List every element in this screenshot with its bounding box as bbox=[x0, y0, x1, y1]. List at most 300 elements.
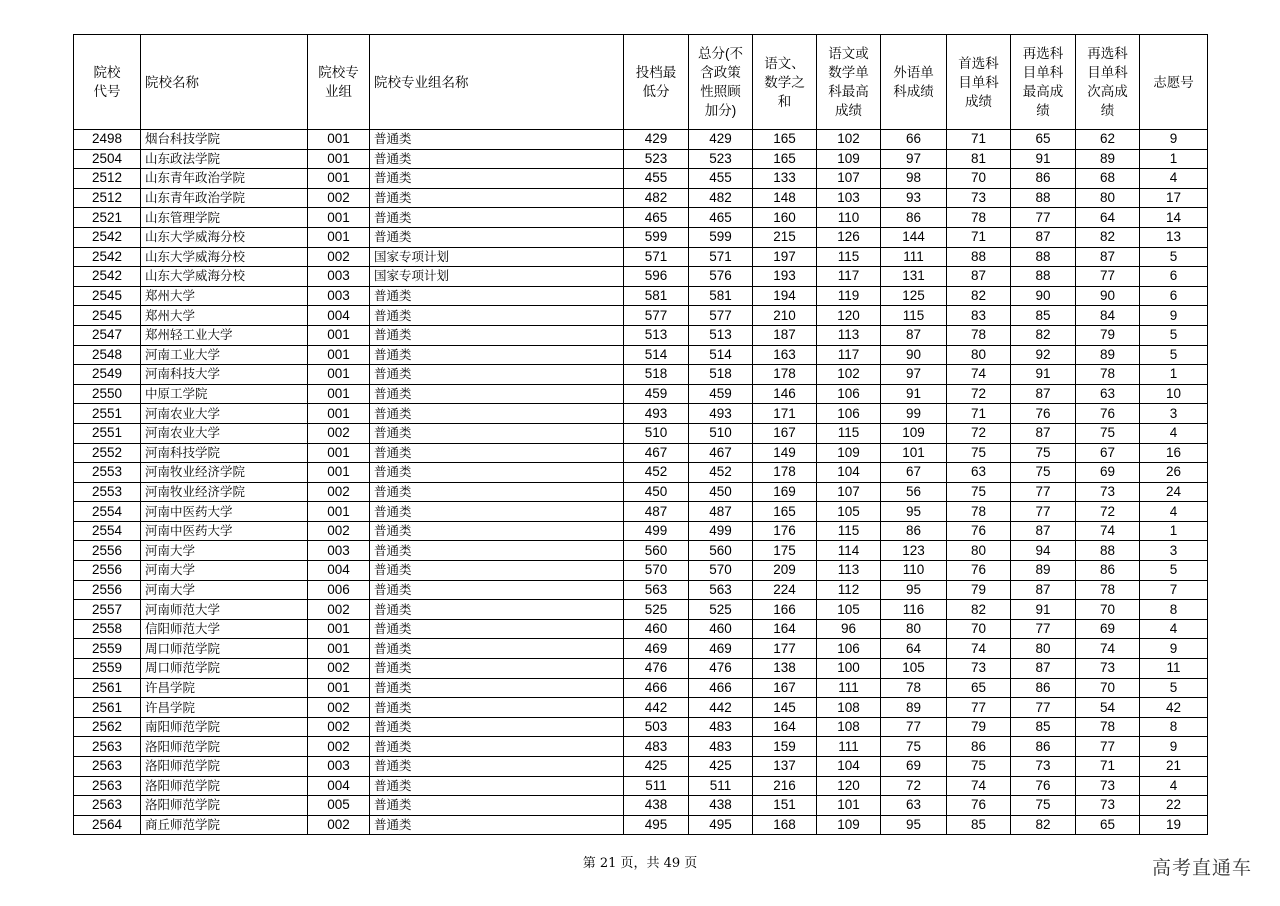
cell-elective-second: 80 bbox=[1076, 188, 1140, 208]
cell-foreign-language: 110 bbox=[881, 561, 947, 581]
cell-school-name: 河南科技学院 bbox=[141, 443, 308, 463]
cell-elective-max: 75 bbox=[1011, 443, 1076, 463]
cell-elective-max: 86 bbox=[1011, 169, 1076, 189]
cell-preference-number: 8 bbox=[1140, 600, 1208, 620]
cell-chinese-math-sum: 146 bbox=[753, 384, 817, 404]
cell-total-score: 495 bbox=[689, 815, 753, 835]
cell-elective-second: 74 bbox=[1076, 639, 1140, 659]
cell-preference-number: 5 bbox=[1140, 345, 1208, 365]
cell-chinese-math-sum: 165 bbox=[753, 502, 817, 522]
cell-first-subject: 88 bbox=[947, 247, 1011, 267]
cell-foreign-language: 99 bbox=[881, 404, 947, 424]
cell-school-code: 2562 bbox=[74, 717, 141, 737]
cell-foreign-language: 125 bbox=[881, 286, 947, 306]
cell-elective-second: 64 bbox=[1076, 208, 1140, 228]
cell-total-score: 482 bbox=[689, 188, 753, 208]
cell-chinese-math-max: 102 bbox=[817, 365, 881, 385]
cell-chinese-math-sum: 148 bbox=[753, 188, 817, 208]
cell-foreign-language: 56 bbox=[881, 482, 947, 502]
cell-preference-number: 9 bbox=[1140, 737, 1208, 757]
cell-school-name: 中原工学院 bbox=[141, 384, 308, 404]
cell-school-name: 周口师范学院 bbox=[141, 639, 308, 659]
cell-first-subject: 72 bbox=[947, 423, 1011, 443]
cell-foreign-language: 66 bbox=[881, 130, 947, 150]
cell-group-code: 004 bbox=[308, 306, 370, 326]
cell-foreign-language: 86 bbox=[881, 521, 947, 541]
cell-group-name: 普通类 bbox=[370, 384, 624, 404]
cell-total-score: 465 bbox=[689, 208, 753, 228]
table-row bbox=[74, 130, 1208, 150]
cell-elective-second: 73 bbox=[1076, 659, 1140, 679]
cell-elective-max: 77 bbox=[1011, 619, 1076, 639]
cell-school-code: 2498 bbox=[74, 130, 141, 150]
cell-elective-max: 91 bbox=[1011, 600, 1076, 620]
cell-group-name: 国家专项计划 bbox=[370, 247, 624, 267]
cell-group-name: 普通类 bbox=[370, 600, 624, 620]
cell-school-name: 河南工业大学 bbox=[141, 345, 308, 365]
cell-elective-max: 88 bbox=[1011, 247, 1076, 267]
cell-group-code: 001 bbox=[308, 365, 370, 385]
cell-min-score: 459 bbox=[624, 384, 689, 404]
cell-chinese-math-max: 105 bbox=[817, 600, 881, 620]
cell-group-name: 普通类 bbox=[370, 463, 624, 483]
cell-group-code: 002 bbox=[308, 423, 370, 443]
cell-group-name: 普通类 bbox=[370, 130, 624, 150]
cell-min-score: 499 bbox=[624, 521, 689, 541]
cell-school-name: 河南农业大学 bbox=[141, 423, 308, 443]
table-row bbox=[74, 247, 1208, 267]
cell-elective-second: 70 bbox=[1076, 600, 1140, 620]
cell-first-subject: 76 bbox=[947, 521, 1011, 541]
cell-foreign-language: 91 bbox=[881, 384, 947, 404]
cell-preference-number: 9 bbox=[1140, 306, 1208, 326]
cell-group-name: 普通类 bbox=[370, 561, 624, 581]
header-school-name: 院校名称 bbox=[141, 35, 308, 130]
cell-school-name: 洛阳师范学院 bbox=[141, 796, 308, 816]
cell-school-code: 2504 bbox=[74, 149, 141, 169]
cell-school-name: 河南大学 bbox=[141, 541, 308, 561]
cell-total-score: 455 bbox=[689, 169, 753, 189]
cell-school-code: 2552 bbox=[74, 443, 141, 463]
cell-elective-second: 69 bbox=[1076, 619, 1140, 639]
cell-chinese-math-max: 120 bbox=[817, 776, 881, 796]
cell-school-name: 郑州大学 bbox=[141, 306, 308, 326]
cell-min-score: 467 bbox=[624, 443, 689, 463]
cell-first-subject: 75 bbox=[947, 443, 1011, 463]
cell-elective-max: 89 bbox=[1011, 561, 1076, 581]
cell-elective-second: 65 bbox=[1076, 815, 1140, 835]
cell-preference-number: 5 bbox=[1140, 678, 1208, 698]
cell-elective-second: 72 bbox=[1076, 502, 1140, 522]
cell-total-score: 425 bbox=[689, 757, 753, 777]
cell-preference-number: 16 bbox=[1140, 443, 1208, 463]
header-elective-max: 再选科 目单科 最高成 绩 bbox=[1011, 35, 1076, 130]
cell-school-code: 2545 bbox=[74, 306, 141, 326]
cell-min-score: 450 bbox=[624, 482, 689, 502]
cell-group-name: 普通类 bbox=[370, 423, 624, 443]
cell-group-name: 普通类 bbox=[370, 639, 624, 659]
cell-group-name: 普通类 bbox=[370, 345, 624, 365]
cell-school-name: 山东政法学院 bbox=[141, 149, 308, 169]
cell-preference-number: 6 bbox=[1140, 286, 1208, 306]
cell-chinese-math-max: 117 bbox=[817, 267, 881, 287]
cell-chinese-math-max: 107 bbox=[817, 169, 881, 189]
cell-preference-number: 17 bbox=[1140, 188, 1208, 208]
cell-elective-max: 88 bbox=[1011, 267, 1076, 287]
cell-school-code: 2548 bbox=[74, 345, 141, 365]
cell-chinese-math-sum: 149 bbox=[753, 443, 817, 463]
cell-min-score: 518 bbox=[624, 365, 689, 385]
cell-group-name: 普通类 bbox=[370, 365, 624, 385]
cell-min-score: 513 bbox=[624, 325, 689, 345]
cell-first-subject: 77 bbox=[947, 698, 1011, 718]
cell-school-code: 2557 bbox=[74, 600, 141, 620]
watermark-text: 高考直通车 bbox=[1151, 858, 1252, 879]
cell-chinese-math-sum: 176 bbox=[753, 521, 817, 541]
cell-chinese-math-max: 115 bbox=[817, 521, 881, 541]
cell-elective-second: 78 bbox=[1076, 580, 1140, 600]
cell-total-score: 467 bbox=[689, 443, 753, 463]
cell-chinese-math-max: 109 bbox=[817, 815, 881, 835]
cell-total-score: 518 bbox=[689, 365, 753, 385]
cell-preference-number: 7 bbox=[1140, 580, 1208, 600]
cell-first-subject: 78 bbox=[947, 502, 1011, 522]
cell-chinese-math-max: 110 bbox=[817, 208, 881, 228]
cell-chinese-math-max: 115 bbox=[817, 247, 881, 267]
cell-min-score: 442 bbox=[624, 698, 689, 718]
cell-foreign-language: 95 bbox=[881, 502, 947, 522]
cell-foreign-language: 115 bbox=[881, 306, 947, 326]
cell-elective-max: 92 bbox=[1011, 345, 1076, 365]
cell-first-subject: 81 bbox=[947, 149, 1011, 169]
cell-elective-max: 87 bbox=[1011, 227, 1076, 247]
cell-chinese-math-max: 104 bbox=[817, 757, 881, 777]
cell-min-score: 425 bbox=[624, 757, 689, 777]
cell-total-score: 563 bbox=[689, 580, 753, 600]
cell-foreign-language: 95 bbox=[881, 580, 947, 600]
cell-chinese-math-max: 112 bbox=[817, 580, 881, 600]
cell-group-name: 普通类 bbox=[370, 737, 624, 757]
cell-group-name: 普通类 bbox=[370, 404, 624, 424]
cell-preference-number: 4 bbox=[1140, 776, 1208, 796]
cell-total-score: 499 bbox=[689, 521, 753, 541]
cell-min-score: 466 bbox=[624, 678, 689, 698]
cell-chinese-math-max: 117 bbox=[817, 345, 881, 365]
cell-min-score: 563 bbox=[624, 580, 689, 600]
cell-group-code: 002 bbox=[308, 482, 370, 502]
cell-school-code: 2559 bbox=[74, 639, 141, 659]
cell-school-name: 山东青年政治学院 bbox=[141, 188, 308, 208]
cell-group-name: 普通类 bbox=[370, 619, 624, 639]
header-chinese-math-max: 语文或 数学单 科最高 成绩 bbox=[817, 35, 881, 130]
cell-total-score: 523 bbox=[689, 149, 753, 169]
cell-chinese-math-sum: 171 bbox=[753, 404, 817, 424]
cell-foreign-language: 111 bbox=[881, 247, 947, 267]
cell-school-code: 2512 bbox=[74, 188, 141, 208]
cell-total-score: 466 bbox=[689, 678, 753, 698]
cell-min-score: 465 bbox=[624, 208, 689, 228]
cell-first-subject: 78 bbox=[947, 325, 1011, 345]
table-row bbox=[74, 365, 1208, 385]
cell-chinese-math-max: 115 bbox=[817, 423, 881, 443]
cell-total-score: 450 bbox=[689, 482, 753, 502]
cell-preference-number: 1 bbox=[1140, 521, 1208, 541]
cell-group-code: 002 bbox=[308, 521, 370, 541]
cell-chinese-math-sum: 187 bbox=[753, 325, 817, 345]
cell-chinese-math-sum: 160 bbox=[753, 208, 817, 228]
cell-school-code: 2554 bbox=[74, 502, 141, 522]
cell-first-subject: 79 bbox=[947, 580, 1011, 600]
cell-school-code: 2549 bbox=[74, 365, 141, 385]
cell-group-name: 普通类 bbox=[370, 149, 624, 169]
cell-total-score: 452 bbox=[689, 463, 753, 483]
cell-foreign-language: 72 bbox=[881, 776, 947, 796]
cell-group-code: 001 bbox=[308, 325, 370, 345]
cell-total-score: 483 bbox=[689, 717, 753, 737]
cell-chinese-math-sum: 164 bbox=[753, 619, 817, 639]
cell-school-name: 河南科技大学 bbox=[141, 365, 308, 385]
cell-chinese-math-sum: 169 bbox=[753, 482, 817, 502]
cell-elective-second: 67 bbox=[1076, 443, 1140, 463]
table-row bbox=[74, 737, 1208, 757]
table-row bbox=[74, 404, 1208, 424]
cell-elective-max: 75 bbox=[1011, 796, 1076, 816]
cell-group-code: 004 bbox=[308, 776, 370, 796]
cell-group-name: 普通类 bbox=[370, 227, 624, 247]
cell-school-code: 2563 bbox=[74, 776, 141, 796]
cell-group-code: 002 bbox=[308, 717, 370, 737]
cell-min-score: 523 bbox=[624, 149, 689, 169]
cell-min-score: 469 bbox=[624, 639, 689, 659]
cell-min-score: 438 bbox=[624, 796, 689, 816]
cell-school-name: 山东青年政治学院 bbox=[141, 169, 308, 189]
cell-chinese-math-max: 113 bbox=[817, 325, 881, 345]
cell-group-name: 普通类 bbox=[370, 306, 624, 326]
cell-group-code: 002 bbox=[308, 247, 370, 267]
cell-group-name: 普通类 bbox=[370, 325, 624, 345]
cell-elective-second: 69 bbox=[1076, 463, 1140, 483]
cell-group-code: 002 bbox=[308, 698, 370, 718]
cell-preference-number: 4 bbox=[1140, 423, 1208, 443]
cell-chinese-math-sum: 209 bbox=[753, 561, 817, 581]
table-row bbox=[74, 698, 1208, 718]
cell-chinese-math-sum: 145 bbox=[753, 698, 817, 718]
cell-total-score: 487 bbox=[689, 502, 753, 522]
cell-school-name: 河南大学 bbox=[141, 580, 308, 600]
cell-school-name: 山东管理学院 bbox=[141, 208, 308, 228]
cell-chinese-math-max: 126 bbox=[817, 227, 881, 247]
cell-preference-number: 5 bbox=[1140, 561, 1208, 581]
cell-chinese-math-sum: 137 bbox=[753, 757, 817, 777]
page-number: 第 21 页，共 49 页 bbox=[582, 856, 698, 871]
table-row bbox=[74, 619, 1208, 639]
cell-group-code: 001 bbox=[308, 208, 370, 228]
cell-first-subject: 73 bbox=[947, 659, 1011, 679]
cell-school-name: 山东大学威海分校 bbox=[141, 247, 308, 267]
cell-preference-number: 4 bbox=[1140, 502, 1208, 522]
table-row bbox=[74, 384, 1208, 404]
cell-school-code: 2547 bbox=[74, 325, 141, 345]
cell-total-score: 525 bbox=[689, 600, 753, 620]
cell-foreign-language: 80 bbox=[881, 619, 947, 639]
cell-preference-number: 21 bbox=[1140, 757, 1208, 777]
table-row bbox=[74, 267, 1208, 287]
cell-min-score: 452 bbox=[624, 463, 689, 483]
cell-school-code: 2561 bbox=[74, 698, 141, 718]
cell-school-name: 洛阳师范学院 bbox=[141, 737, 308, 757]
cell-chinese-math-sum: 210 bbox=[753, 306, 817, 326]
table-row bbox=[74, 423, 1208, 443]
cell-elective-second: 73 bbox=[1076, 796, 1140, 816]
cell-school-name: 商丘师范学院 bbox=[141, 815, 308, 835]
cell-preference-number: 42 bbox=[1140, 698, 1208, 718]
cell-school-name: 许昌学院 bbox=[141, 698, 308, 718]
cell-chinese-math-sum: 194 bbox=[753, 286, 817, 306]
cell-min-score: 596 bbox=[624, 267, 689, 287]
cell-total-score: 476 bbox=[689, 659, 753, 679]
cell-chinese-math-sum: 168 bbox=[753, 815, 817, 835]
cell-school-name: 河南师范大学 bbox=[141, 600, 308, 620]
cell-school-name: 许昌学院 bbox=[141, 678, 308, 698]
cell-elective-max: 76 bbox=[1011, 776, 1076, 796]
cell-chinese-math-max: 108 bbox=[817, 698, 881, 718]
table-row bbox=[74, 521, 1208, 541]
cell-school-code: 2556 bbox=[74, 541, 141, 561]
cell-total-score: 459 bbox=[689, 384, 753, 404]
cell-preference-number: 3 bbox=[1140, 404, 1208, 424]
cell-preference-number: 10 bbox=[1140, 384, 1208, 404]
cell-first-subject: 80 bbox=[947, 541, 1011, 561]
cell-school-name: 信阳师范大学 bbox=[141, 619, 308, 639]
cell-preference-number: 1 bbox=[1140, 149, 1208, 169]
cell-chinese-math-sum: 151 bbox=[753, 796, 817, 816]
cell-group-code: 003 bbox=[308, 757, 370, 777]
cell-school-name: 山东大学威海分校 bbox=[141, 267, 308, 287]
cell-foreign-language: 101 bbox=[881, 443, 947, 463]
cell-chinese-math-max: 101 bbox=[817, 796, 881, 816]
cell-preference-number: 4 bbox=[1140, 619, 1208, 639]
cell-preference-number: 9 bbox=[1140, 639, 1208, 659]
cell-school-code: 2542 bbox=[74, 267, 141, 287]
cell-school-name: 河南中医药大学 bbox=[141, 521, 308, 541]
cell-elective-second: 90 bbox=[1076, 286, 1140, 306]
cell-group-name: 普通类 bbox=[370, 678, 624, 698]
cell-min-score: 525 bbox=[624, 600, 689, 620]
cell-chinese-math-max: 109 bbox=[817, 149, 881, 169]
cell-elective-second: 77 bbox=[1076, 737, 1140, 757]
cell-group-code: 001 bbox=[308, 463, 370, 483]
cell-chinese-math-sum: 133 bbox=[753, 169, 817, 189]
cell-group-name: 普通类 bbox=[370, 796, 624, 816]
cell-min-score: 495 bbox=[624, 815, 689, 835]
cell-group-code: 001 bbox=[308, 619, 370, 639]
cell-total-score: 513 bbox=[689, 325, 753, 345]
table-row bbox=[74, 796, 1208, 816]
header-elective-second: 再选科 目单科 次高成 绩 bbox=[1076, 35, 1140, 130]
cell-first-subject: 87 bbox=[947, 267, 1011, 287]
cell-min-score: 503 bbox=[624, 717, 689, 737]
cell-total-score: 429 bbox=[689, 130, 753, 150]
table-row bbox=[74, 188, 1208, 208]
cell-group-name: 普通类 bbox=[370, 521, 624, 541]
cell-group-name: 普通类 bbox=[370, 169, 624, 189]
cell-elective-second: 84 bbox=[1076, 306, 1140, 326]
header-group-name: 院校专业组名称 bbox=[370, 35, 624, 130]
cell-elective-max: 94 bbox=[1011, 541, 1076, 561]
table-row bbox=[74, 306, 1208, 326]
cell-elective-max: 86 bbox=[1011, 678, 1076, 698]
cell-group-code: 002 bbox=[308, 815, 370, 835]
cell-elective-max: 80 bbox=[1011, 639, 1076, 659]
cell-first-subject: 70 bbox=[947, 169, 1011, 189]
cell-group-name: 普通类 bbox=[370, 188, 624, 208]
cell-elective-max: 82 bbox=[1011, 815, 1076, 835]
cell-school-code: 2512 bbox=[74, 169, 141, 189]
table-row bbox=[74, 208, 1208, 228]
cell-preference-number: 13 bbox=[1140, 227, 1208, 247]
cell-school-code: 2542 bbox=[74, 247, 141, 267]
cell-elective-second: 71 bbox=[1076, 757, 1140, 777]
cell-school-code: 2554 bbox=[74, 521, 141, 541]
cell-min-score: 476 bbox=[624, 659, 689, 679]
cell-total-score: 438 bbox=[689, 796, 753, 816]
cell-chinese-math-max: 106 bbox=[817, 639, 881, 659]
cell-preference-number: 9 bbox=[1140, 130, 1208, 150]
cell-foreign-language: 98 bbox=[881, 169, 947, 189]
cell-first-subject: 75 bbox=[947, 757, 1011, 777]
cell-group-name: 普通类 bbox=[370, 757, 624, 777]
cell-school-code: 2559 bbox=[74, 659, 141, 679]
cell-group-code: 002 bbox=[308, 737, 370, 757]
cell-group-code: 001 bbox=[308, 404, 370, 424]
cell-preference-number: 1 bbox=[1140, 365, 1208, 385]
table-header-row bbox=[74, 35, 1208, 130]
cell-school-name: 河南牧业经济学院 bbox=[141, 482, 308, 502]
cell-school-name: 河南大学 bbox=[141, 561, 308, 581]
cell-first-subject: 83 bbox=[947, 306, 1011, 326]
cell-preference-number: 19 bbox=[1140, 815, 1208, 835]
cell-first-subject: 65 bbox=[947, 678, 1011, 698]
cell-group-code: 002 bbox=[308, 659, 370, 679]
cell-group-name: 普通类 bbox=[370, 208, 624, 228]
cell-total-score: 511 bbox=[689, 776, 753, 796]
cell-elective-max: 87 bbox=[1011, 580, 1076, 600]
cell-min-score: 599 bbox=[624, 227, 689, 247]
header-min-score: 投档最 低分 bbox=[624, 35, 689, 130]
cell-foreign-language: 87 bbox=[881, 325, 947, 345]
cell-chinese-math-sum: 165 bbox=[753, 149, 817, 169]
cell-group-name: 普通类 bbox=[370, 717, 624, 737]
table-row bbox=[74, 776, 1208, 796]
cell-min-score: 455 bbox=[624, 169, 689, 189]
cell-min-score: 514 bbox=[624, 345, 689, 365]
cell-chinese-math-max: 102 bbox=[817, 130, 881, 150]
cell-school-name: 河南中医药大学 bbox=[141, 502, 308, 522]
cell-total-score: 560 bbox=[689, 541, 753, 561]
cell-school-name: 郑州轻工业大学 bbox=[141, 325, 308, 345]
cell-total-score: 570 bbox=[689, 561, 753, 581]
cell-group-name: 普通类 bbox=[370, 541, 624, 561]
cell-total-score: 571 bbox=[689, 247, 753, 267]
table-row bbox=[74, 717, 1208, 737]
cell-elective-second: 89 bbox=[1076, 149, 1140, 169]
cell-foreign-language: 123 bbox=[881, 541, 947, 561]
header-preference-number: 志愿号 bbox=[1140, 35, 1208, 130]
cell-school-code: 2521 bbox=[74, 208, 141, 228]
cell-group-code: 004 bbox=[308, 561, 370, 581]
cell-group-name: 普通类 bbox=[370, 482, 624, 502]
cell-total-score: 469 bbox=[689, 639, 753, 659]
